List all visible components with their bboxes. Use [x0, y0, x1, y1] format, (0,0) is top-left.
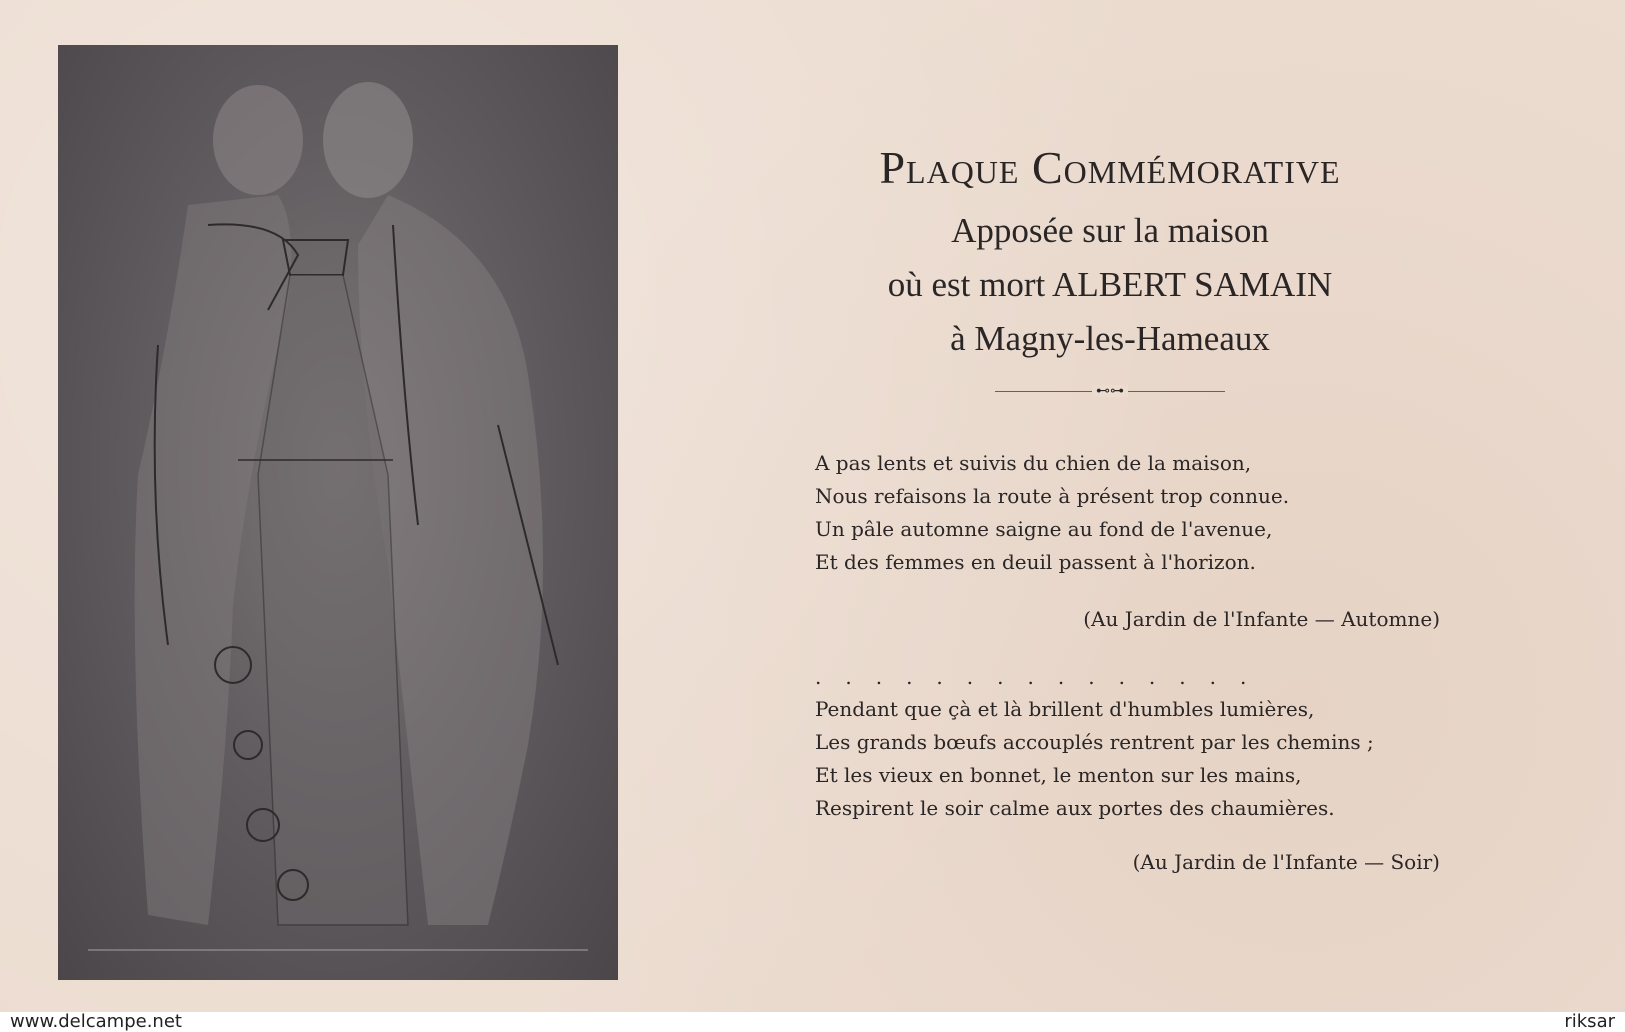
subtitle-line-2: où est mort ALBERT SAMAIN [887, 265, 1333, 304]
poem-stanza-1 [815, 447, 1289, 579]
card-title: Plaque Commémorative [879, 142, 1341, 193]
ornament-icon: ⊷⊶ [1092, 385, 1128, 397]
verse-line: Un pâle automne saigne au fond de l'avenue, [815, 517, 1273, 541]
ornamental-divider [995, 382, 1225, 400]
verse-line: Et des femmes en deuil passent à l'horizon. [815, 550, 1256, 574]
heading-block [760, 140, 1460, 400]
verse-line: Les grands bœufs accouplés rentrent par les chemins ; [815, 730, 1374, 754]
verse-line: Et les vieux en bonnet, le menton sur les mains, [815, 763, 1302, 787]
verse-line: Nous refaisons la route à présent trop connue. [815, 484, 1290, 508]
ellipsis-row: ............... [815, 665, 1271, 689]
attribution-soir: (Au Jardin de l'Infante — Soir) [1132, 850, 1440, 874]
seller-name[interactable]: riksar [1564, 1011, 1615, 1032]
bas-relief-illustration [58, 45, 618, 980]
poem-stanza-2 [815, 693, 1374, 825]
source-watermark[interactable]: www.delcampe.net [10, 1011, 182, 1032]
verse-line: Respirent le soir calme aux portes des chaumières. [815, 796, 1335, 820]
bas-relief-photo [58, 45, 618, 980]
subtitle-line-1: Apposée sur la maison [951, 211, 1269, 250]
attribution-automne: (Au Jardin de l'Infante — Automne) [1083, 607, 1440, 631]
verse-line: Pendant que çà et là brillent d'humbles lumières, [815, 697, 1315, 721]
verse-line: A pas lents et suivis du chien de la maison, [815, 451, 1252, 475]
subtitle-line-3: à Magny-les-Hameaux [950, 319, 1270, 358]
